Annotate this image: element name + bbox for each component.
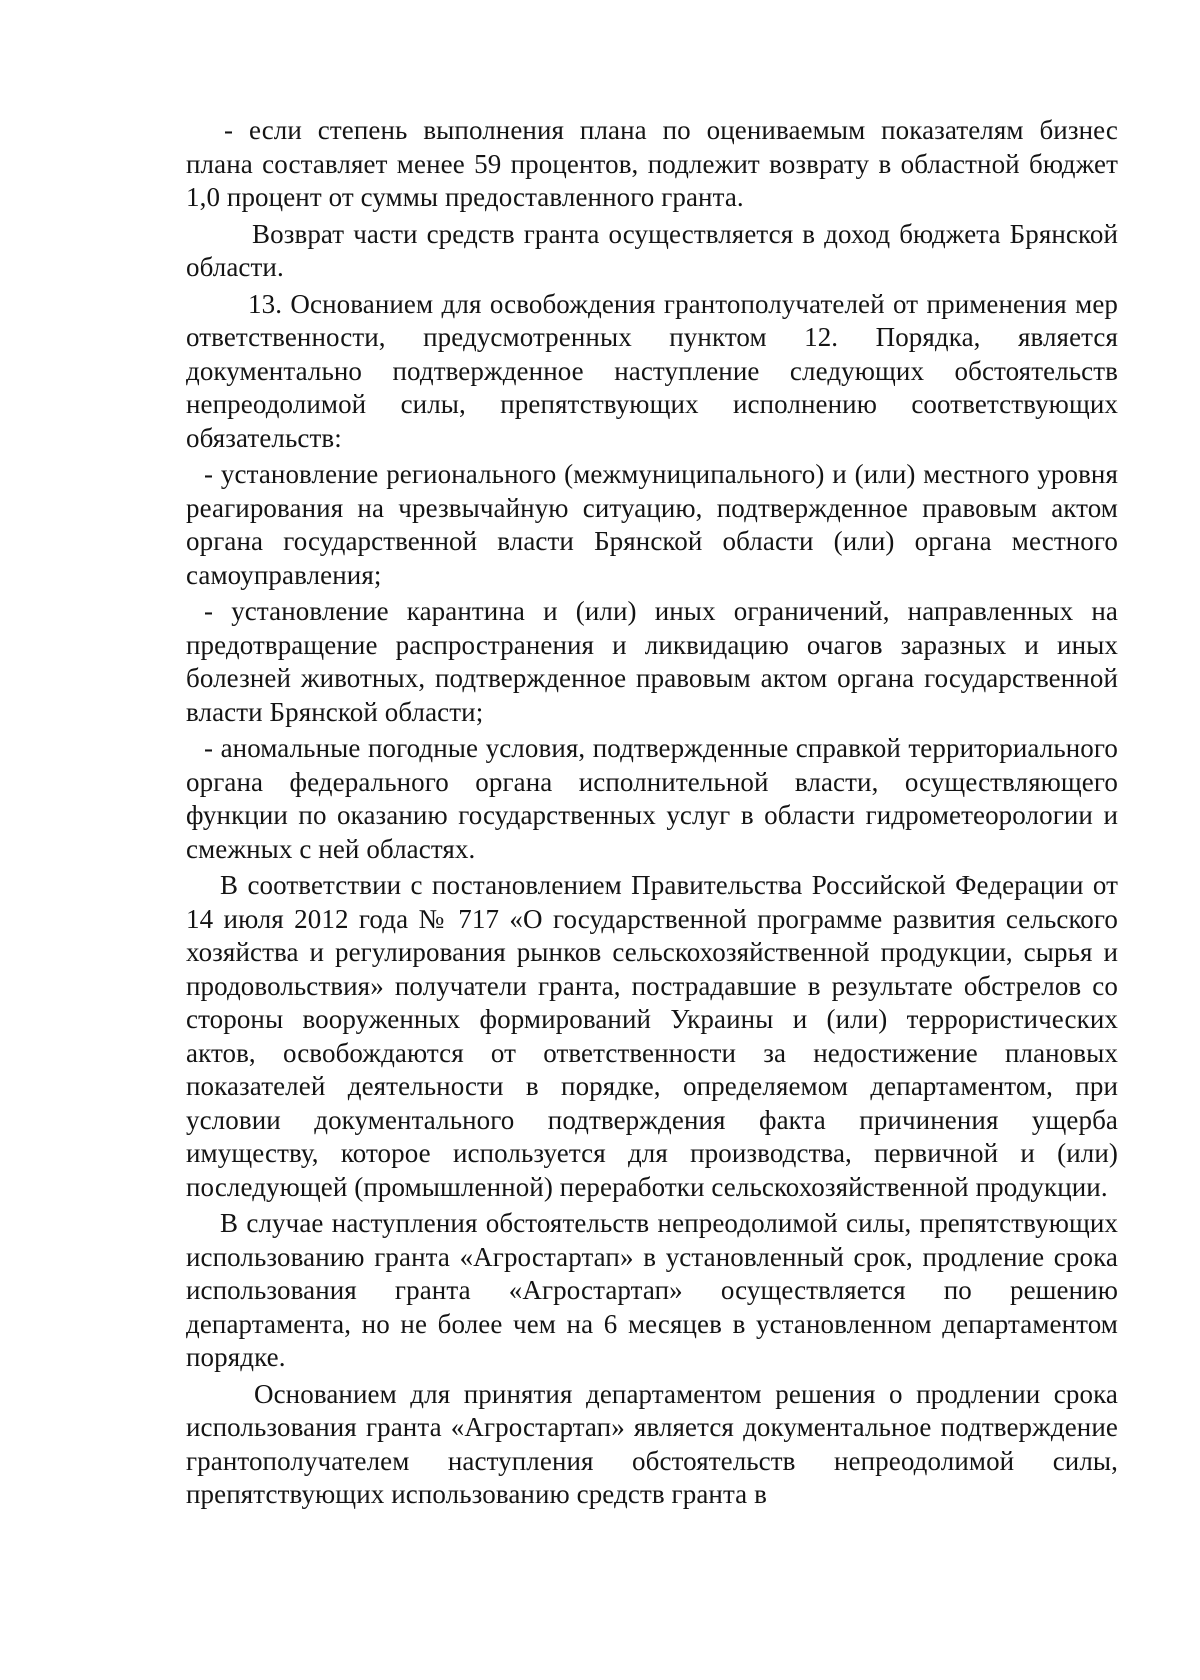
paragraph-emergency-regime: - установление регионального (межмуниципального) и (или) местного уровня реагирования на чрезвычайную ситуацию, подтвержденное правовым актом органа государственной власти Брянской области (или) органа местного самоуправления;: [186, 459, 1118, 590]
paragraph-government-decree: В соответствии с постановлением Правительства Российской Федерации от 14 июля 2012 года № 717 «О государственной программе развития сельского хозяйства и регулирования рынков сельскохозяйственной продукции, сырья и продовольствия» получатели гранта, пострадавшие в результате обстрелов со стороны вооруженных формирований Украины и (или) террористических актов, освобождаются от ответственности за недостижение плановых показателей деятельности в порядке, определяемом департаментом, при условии документального подтверждения факта причинения ущерба имуществу, которое используется для производства, первичной и (или) последующей (промышленной) переработки сельскохозяйственной продукции.: [186, 870, 1118, 1202]
paragraph-quarantine: - установление карантина и (или) иных ограничений, направленных на предотвращение распространения и ликвидацию очагов заразных и иных болезней животных, подтвержденное правовым актом органа государственной власти Брянской области;: [186, 596, 1118, 727]
paragraph-grant-return: Возврат части средств гранта осуществляется в доход бюджета Брянской области.: [186, 218, 1118, 282]
paragraph-weather-conditions: - аномальные погодные условия, подтвержденные справкой территориального органа федерального органа исполнительной власти, осуществляющего функции по оказанию государственных услуг в области гидрометеорологии и смежных с ней областях.: [186, 733, 1118, 864]
paragraph-extension-basis: Основанием для принятия департаментом решения о продлении срока использования гранта «Агростартап» является документальное подтверждение грантополучателем наступления обстоятельств непреодолимой силы, препятствующих использованию средств гранта в: [186, 1378, 1118, 1509]
paragraph-plan-below-59: - если степень выполнения плана по оцениваемым показателям бизнес плана составляет менее 59 процентов, подлежит возврату в областной бюджет 1,0 процент от суммы предоставленного гранта.: [186, 115, 1118, 212]
paragraph-grant-extension: В случае наступления обстоятельств непреодолимой силы, препятствующих использованию гранта «Агростартап» в установленный срок, продление срока использования гранта «Агростартап» осуществляется по решению департамента, но не более чем на 6 месяцев в установленном департаментом порядке.: [186, 1208, 1118, 1372]
document-body: [186, 114, 1118, 1512]
paragraph-13-force-majeure: 13. Основанием для освобождения грантополучателей от применения мер ответственности, предусмотренных пунктом 12. Порядка, является документально подтвержденное наступление следующих обстоятельств непреодолимой силы, препятствующих исполнению соответствующих обязательств:: [186, 288, 1118, 453]
